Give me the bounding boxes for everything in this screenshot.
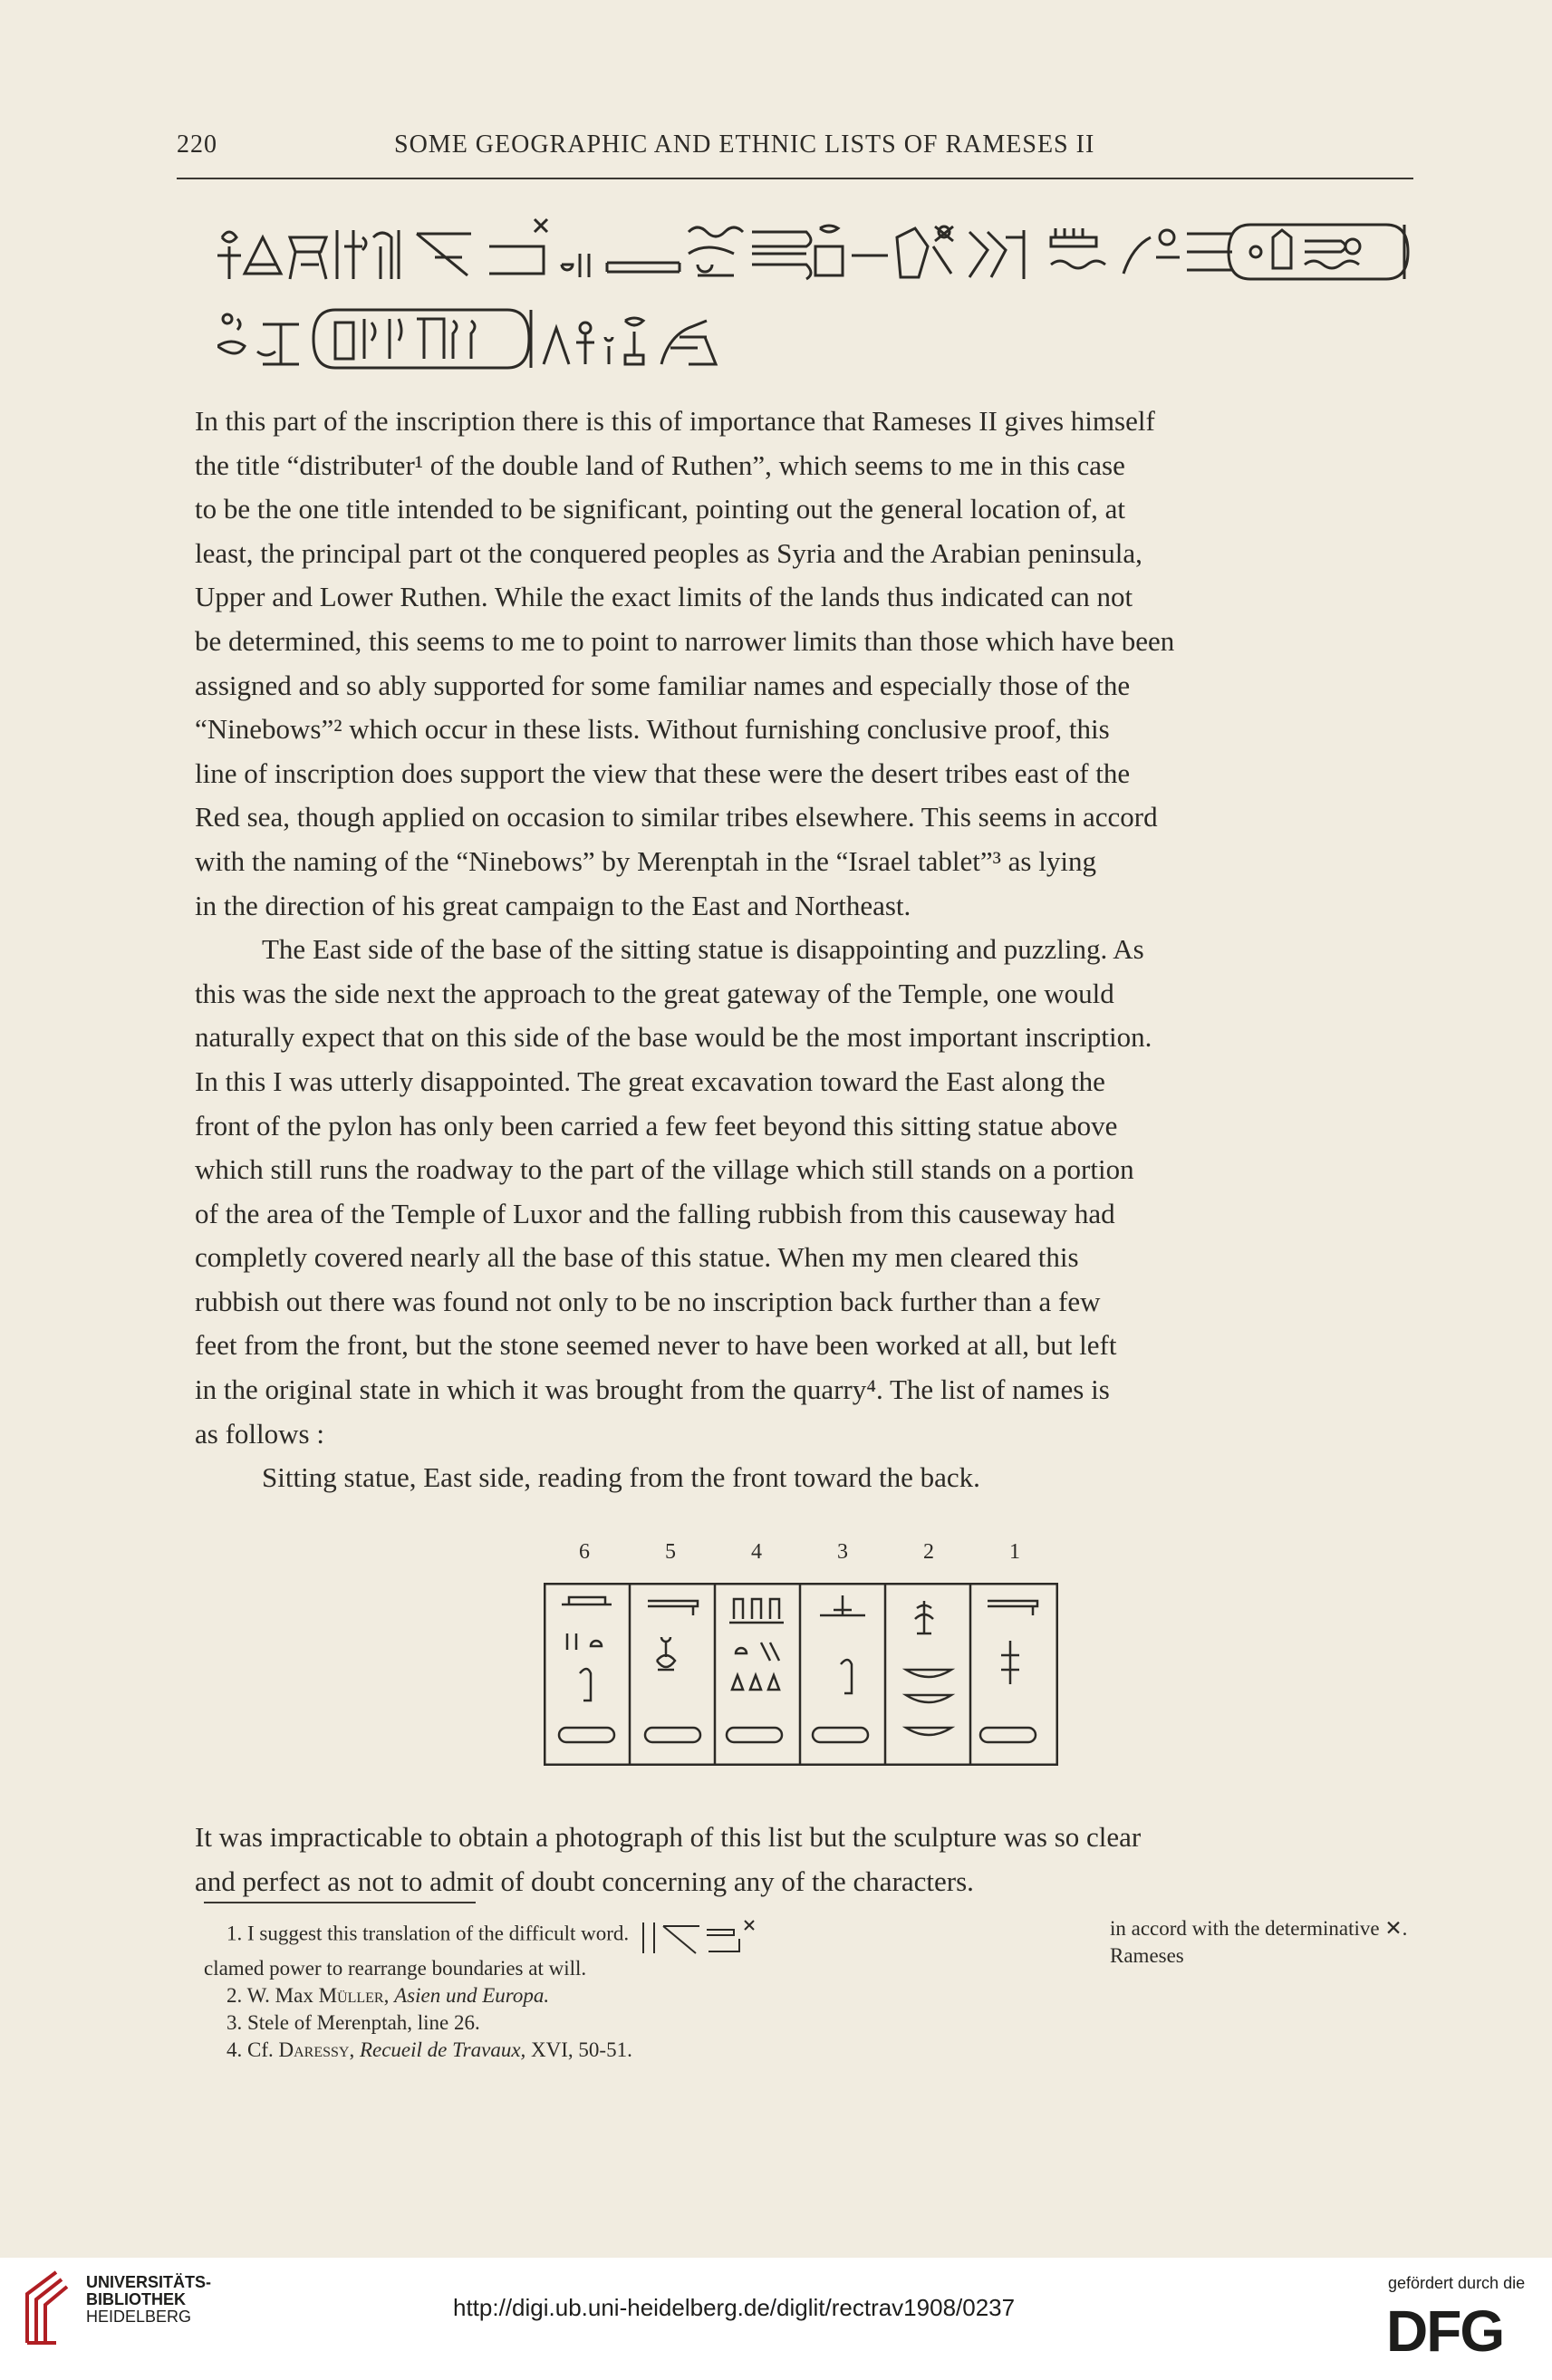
footnote-1-hieroglyph: [634, 1915, 770, 1955]
paragraph-1-line-5: Upper and Lower Ruthen. While the exact limits of the lands thus indicated can not: [195, 581, 1133, 613]
university-library-logo: [20, 2267, 74, 2348]
paragraph-2-line-9: rubbish out there was found not only to be no inscription back further than a few: [195, 1285, 1101, 1317]
paragraph-2-line-12: as follows :: [195, 1417, 324, 1450]
running-title: SOME GEOGRAPHIC AND ETHNIC LISTS OF RAMESES II: [394, 130, 1095, 159]
paragraph-2: [195, 928, 1418, 1456]
footnotes: [204, 1915, 1418, 2064]
paragraph-1-line-6: be determined, this seems to me to point to narrower limits than those which have been: [195, 624, 1175, 657]
paragraph-3: [195, 1456, 1418, 1500]
paragraph-1-line-8: “Ninebows”² which occur in these lists. Without furnishing conclusive proof, this: [195, 713, 1110, 746]
paragraph-1: [195, 400, 1418, 928]
paragraph-2-line-3: naturally expect that on this side of the base would be the most important inscription.: [195, 1021, 1152, 1054]
paragraph-3-line-1: Sitting statue, East side, reading from the front toward the back.: [262, 1461, 980, 1494]
footnote-hieroglyph-svg: [634, 1915, 770, 1955]
dfg-logo: DFG: [1386, 2298, 1504, 2364]
paragraph-1-line-11: with the naming of the “Ninebows” by Merenptah in the “Israel tablet”³ as lying: [195, 844, 1096, 877]
digitization-footer: [0, 2258, 1552, 2380]
paragraph-2-line-7: of the area of the Temple of Luxor and the falling rubbish from this causeway had: [195, 1197, 1115, 1229]
paragraph-2-line-8: completly covered nearly all the base of this statue. When my men cleared this: [195, 1241, 1079, 1274]
paragraph-1-line-7: assigned and so ably supported for some familiar names and especially those of the: [195, 669, 1131, 701]
table-cell-3-glyphs: [813, 1595, 868, 1742]
table-cell-1-glyphs: [980, 1601, 1037, 1742]
paragraph-2-line-5: front of the pylon has only been carried a few feet beyond this sitting statue above: [195, 1109, 1118, 1142]
column-number-3: 3: [837, 1540, 848, 1564]
table-cell-6-glyphs: [559, 1597, 614, 1742]
table-cell-2-glyphs: [906, 1601, 951, 1735]
paragraph-2-line-2: this was the side next the approach to the great gateway of the Temple, one would: [195, 977, 1114, 1009]
header-rule: [177, 178, 1413, 179]
university-name: [86, 2274, 211, 2326]
footnote-2-title: Asien und Europa.: [394, 1984, 550, 2007]
hieroglyph-inscription-1: [217, 210, 1413, 283]
paragraph-2-line-4: In this I was utterly disappointed. The great excavation toward the East along the: [195, 1065, 1105, 1097]
paragraph-1-line-1: In this part of the inscription there is this of importance that Rameses II gives himself: [195, 405, 1155, 437]
footnote-rule: [204, 1902, 476, 1903]
column-number-2: 2: [923, 1540, 934, 1564]
table-cell-4-glyphs: [727, 1599, 784, 1742]
paragraph-2-line-1: The East side of the base of the sitting statue is disappointing and puzzling. As: [262, 933, 1144, 966]
paragraph-2-line-10: feet from the front, but the stone seemed never to have been worked at all, but left: [195, 1329, 1117, 1362]
hieroglyph-name-table: [544, 1583, 1058, 1766]
footnote-4-rest: XVI, 50-51.: [525, 2038, 632, 2061]
table-column-numbers: [542, 1540, 1085, 1571]
library-logo-icon: [20, 2267, 74, 2348]
hieroglyph-table-svg: [544, 1583, 1058, 1766]
footnote-1-continuation: clamed power to rearrange boundaries at will.: [204, 1957, 587, 1980]
after-table-text: [195, 1816, 1418, 1903]
paragraph-1-line-9: line of inscription does support the view that these were the desert tribes east of the: [195, 756, 1131, 789]
footnote-2: 2. W. Max Müller, Asien und Europa.: [227, 1984, 550, 2007]
footnote-1-text-b: in accord with the determinative ✕. Rameses: [1110, 1917, 1408, 1967]
paragraph-2-line-6: which still runs the roadway to the part of the village which still stands on a portion: [195, 1153, 1134, 1186]
university-line-1: UNIVERSITÄTS-: [86, 2273, 212, 2291]
table-cell-5-glyphs: [645, 1601, 700, 1742]
after-table-line-1: It was impracticable to obtain a photograph of this list but the sculpture was so clear: [195, 1821, 1142, 1853]
footnote-1-text-a: 1. I suggest this translation of the difficult word.: [227, 1922, 630, 1945]
after-table-line-2: and perfect as not to admit of doubt concerning any of the characters.: [195, 1864, 974, 1897]
hieroglyph-inscription-2: [217, 301, 761, 373]
page-number: 220: [177, 130, 217, 159]
paragraph-2-line-11: in the original state in which it was brought from the quarry⁴. The list of names is: [195, 1373, 1110, 1406]
paragraph-1-line-12: in the direction of his great campaign to the East and Northeast.: [195, 889, 911, 921]
hieroglyph-line-2: [217, 301, 761, 373]
footnote-2-author: Müller: [318, 1984, 384, 2007]
funded-by-label: gefördert durch die: [1388, 2274, 1526, 2292]
footnote-4-number: 4. Cf.: [227, 2038, 279, 2061]
column-number-1: 1: [1009, 1540, 1020, 1564]
column-number-6: 6: [579, 1540, 590, 1564]
paragraph-1-line-2: the title “distributer¹ of the double land of Ruthen”, which seems to me in this case: [195, 448, 1125, 481]
footnote-4-title: Recueil de Travaux,: [359, 2038, 526, 2061]
column-number-4: 4: [751, 1540, 762, 1564]
paragraph-1-line-4: least, the principal part ot the conquered peoples as Syria and the Arabian peninsula,: [195, 536, 1142, 569]
university-line-2: BIBLIOTHEK: [86, 2290, 186, 2308]
footnote-4: 4. Cf. Daressy, Recueil de Travaux, XVI, 50-51.: [227, 2038, 632, 2061]
footnote-2-number: 2. W. Max: [227, 1984, 319, 2007]
footnote-4-author: Daressy: [278, 2038, 350, 2061]
column-number-5: 5: [665, 1540, 676, 1564]
university-line-3: HEIDELBERG: [86, 2308, 192, 2326]
footnote-1: [204, 1915, 1418, 1967]
paragraph-1-line-10: Red sea, though applied on occasion to similar tribes elsewhere. This seems in accord: [195, 801, 1158, 833]
footnote-3: 3. Stele of Merenptah, line 26.: [227, 2011, 480, 2034]
paragraph-1-line-3: to be the one title intended to be significant, pointing out the general location of, at: [195, 493, 1126, 525]
body-text: [195, 400, 1418, 1500]
hieroglyph-line-1: [217, 210, 1413, 283]
source-url-link[interactable]: http://digi.ub.uni-heidelberg.de/diglit/rectrav1908/0237: [453, 2294, 1016, 2321]
